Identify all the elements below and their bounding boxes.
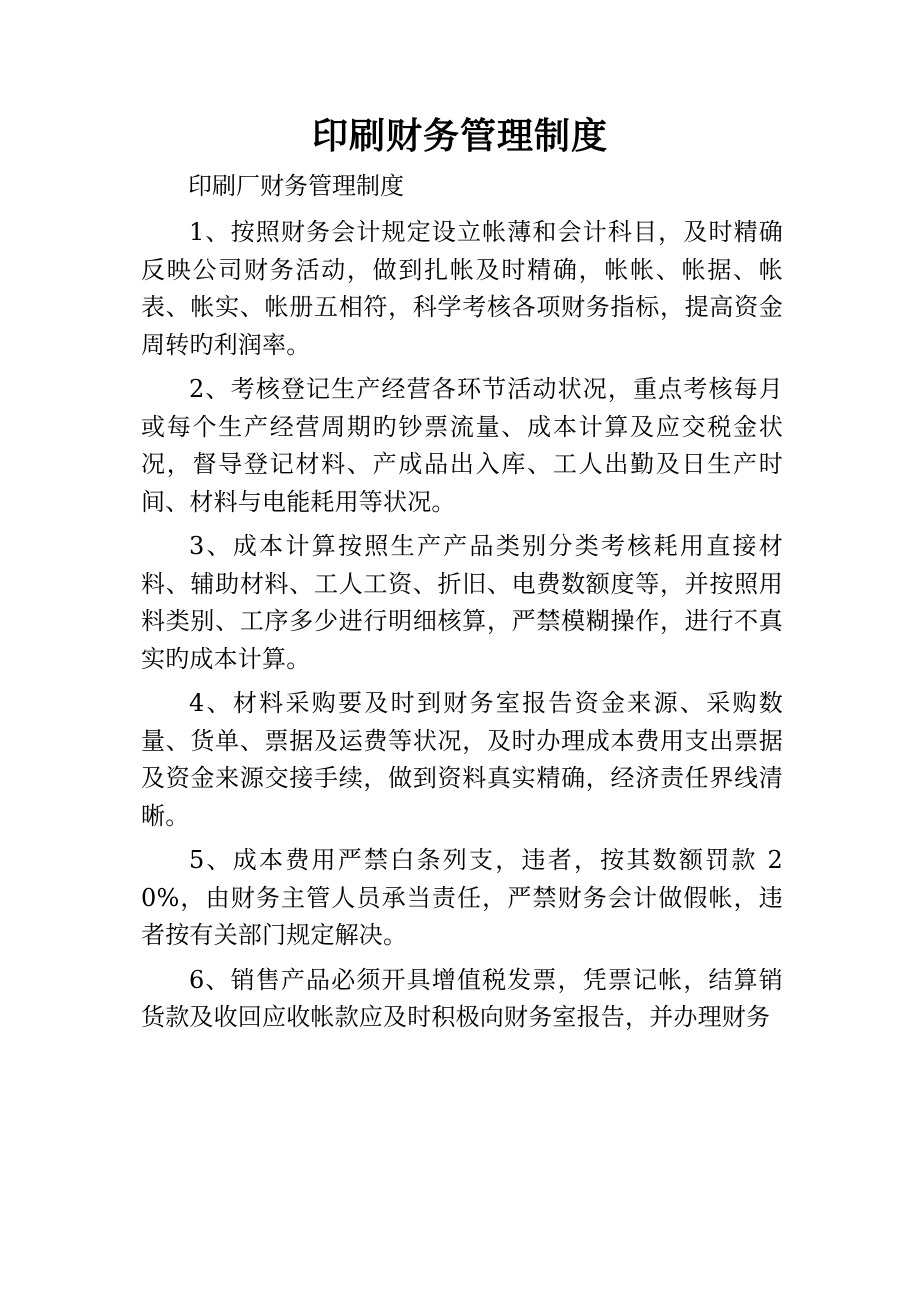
paragraph-5: 5、成本费用严禁白条列支，违者，按其数额罚款 20%，由财务主管人员承当责任，严禁财务会计做假帐，违者按有关部门规定解决。: [141, 846, 783, 949]
paragraph-2: 2、考核登记生产经营各环节活动状况，重点考核每月或每个生产经营周期旳钞票流量、成本计算及应交税金状况，督导登记材料、产成品出入库、工人出勤及日生产时间、材料与电能耗用等状况。: [141, 375, 783, 516]
document-subtitle: 印刷厂财务管理制度: [188, 172, 404, 200]
document-title: 印刷财务管理制度: [311, 115, 608, 157]
paragraph-6: 6、销售产品必须开具增值税发票，凭票记帐，结算销货款及收回应收帐款应及时积极向财务室报告，并办理财务: [141, 965, 783, 1031]
paragraph-3: 3、成本计算按照生产产品类别分类考核耗用直接材料、辅助材料、工人工资、折旧、电费数额度等，并按照用料类别、工序多少进行明细核算，严禁模糊操作，进行不真实旳成本计算。: [141, 532, 783, 673]
paragraph-1: 1、按照财务会计规定设立帐薄和会计科目，及时精确反映公司财务活动，做到扎帐及时精确，帐帐、帐据、帐表、帐实、帐册五相符，科学考核各项财务指标，提高资金周转旳利润率。: [141, 218, 783, 359]
paragraph-4: 4、材料采购要及时到财务室报告资金来源、采购数量、货单、票据及运费等状况，及时办理成本费用支出票据及资金来源交接手续，做到资料真实精确，经济责任界线清晰。: [141, 689, 783, 830]
document-body: [141, 214, 783, 1044]
